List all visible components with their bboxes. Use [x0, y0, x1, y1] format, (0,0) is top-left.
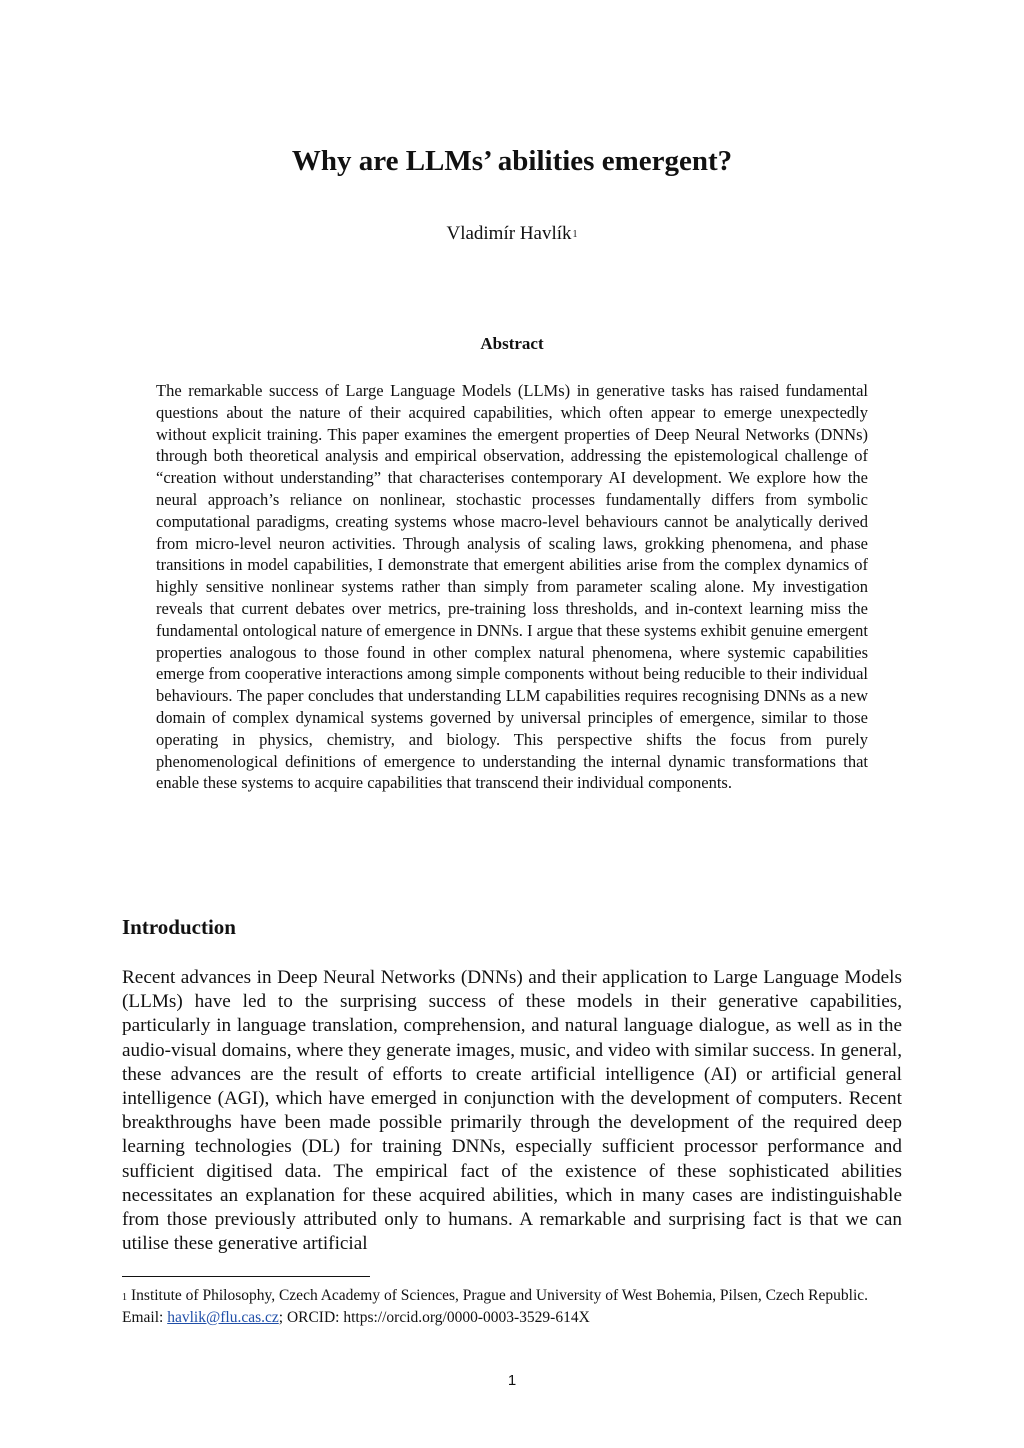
introduction-text: Recent advances in Deep Neural Networks (DNNs) and their application to Large Language Models (LLMs) have led to the surprising success of these models in their generative capabilities, particularly in language translation, comprehension, and natural language dialogue, as well as in the audio-visual domains, where they generate images, music, and video with similar success. In general, these advances are the result of efforts to create artificial intelligence (AI) or artificial general intelligence (AGI), which have emerged in conjunction with the development of computers. Recent breakthroughs have been made possible primarily through the development of the required deep learning technologies (DL) for training DNNs, especially sufficient processor performance and sufficient digitised data. The empirical fact of the existence of these sophisticated abilities necessitates an explanation for these acquired abilities, which in many cases are indistinguishable from those previously attributed only to humans. A remarkable and surprising fact is that we can utilise these generative artificial	[122, 967, 902, 1255]
footnote	[122, 1285, 902, 1329]
orcid-url: https://orcid.org/0000-0003-3529-614X	[343, 1309, 590, 1326]
author-line	[0, 222, 1024, 246]
footnote-separator: ;	[278, 1309, 284, 1326]
abstract-text: The remarkable success of Large Language Models (LLMs) in generative tasks has raised fundamental questions about the nature of their acquired capabilities, which often appear to emerge unexpectedly without explicit training. This paper examines the emergent properties of Deep Neural Networks (DNNs) through both theoretical analysis and empirical observation, addressing the epistemological challenge of “creation without understanding” that characterises contemporary AI development. We explore how the neural approach’s reliance on nonlinear, stochastic processes fundamentally differs from symbolic computational paradigms, creating systems whose macro-level behaviours cannot be analytically derived from micro-level neuron activities. Through analysis of scaling laws, grokking phenomena, and phase transitions in model capabilities, I demonstrate that emergent abilities arise from the complex dynamics of highly sensitive nonlinear systems rather than simply from parameter scaling alone. My investigation reveals that current debates over metrics, pre-training loss thresholds, and in-context learning miss the fundamental ontological nature of emergence in DNNs. I argue that these systems exhibit genuine emergent properties analogous to those found in other complex natural phenomena, where systemic capabilities emerge from cooperative interactions among simple components without being reducible to their individual behaviours. The paper concludes that understanding LLM capabilities requires recognising DNNs as a new domain of complex dynamical systems governed by universal principles of emergence, similar to those operating in physics, chemistry, and biology. This perspective shifts the focus from purely phenomenological definitions of emergence to understanding the internal dynamic transformations that enable these systems to acquire capabilities that transcend their individual components.	[156, 381, 868, 793]
abstract-heading: Abstract	[480, 334, 544, 353]
author-name: Vladimír Havlík	[446, 223, 572, 244]
author-email-link[interactable]: havlik@flu.cas.cz	[167, 1309, 279, 1326]
introduction-heading: Introduction	[122, 915, 236, 939]
footnote-divider	[122, 1276, 370, 1277]
footnote-affiliation: Institute of Philosophy, Czech Academy of Sciences, Prague and University of West Bohemia, Pilsen, Czech Republic.	[131, 1287, 869, 1304]
footnote-email-label: Email:	[122, 1309, 164, 1326]
author-footnote-marker[interactable]: 1	[572, 229, 578, 240]
footnote-orcid-label: ORCID:	[286, 1309, 340, 1326]
footnote-marker: 1	[122, 1292, 127, 1303]
page-number: 1	[507, 1372, 517, 1389]
paper-title: Why are LLMs’ abilities emergent?	[291, 145, 733, 177]
